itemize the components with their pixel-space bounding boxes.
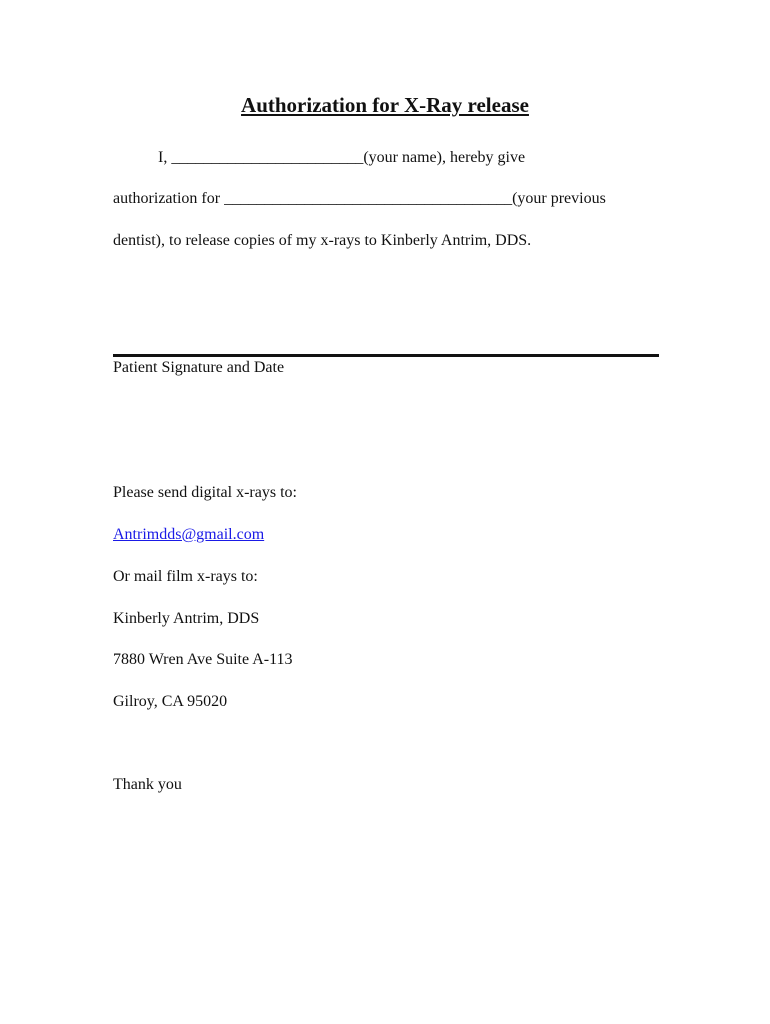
mail-instructions: Or mail film x-rays to: <box>113 568 258 585</box>
address-street: 7880 Wren Ave Suite A-113 <box>113 651 293 668</box>
signature-label: Patient Signature and Date <box>113 359 285 376</box>
closing-text: Thank you <box>113 776 182 793</box>
address-city-state-zip: Gilroy, CA 95020 <box>113 693 228 710</box>
authorization-line-2: authorization for ____________________________________(your previous <box>113 190 606 207</box>
authorization-line-1: I, ________________________(your name), hereby give <box>158 149 526 166</box>
signature-line <box>113 354 659 357</box>
document-title: Authorization for X-Ray release <box>241 93 529 117</box>
email-link[interactable]: Antrimdds@gmail.com <box>113 526 265 543</box>
authorization-line-3: dentist), to release copies of my x-rays to Kinberly Antrim, DDS. <box>113 232 532 249</box>
address-name: Kinberly Antrim, DDS <box>113 610 260 627</box>
digital-instructions: Please send digital x-rays to: <box>113 484 297 501</box>
